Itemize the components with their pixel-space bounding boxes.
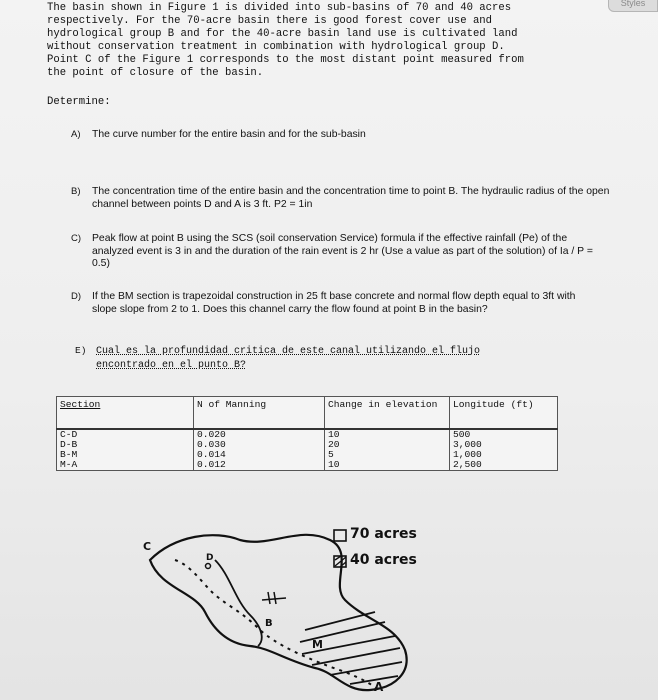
table-cell: 10 [325, 429, 450, 440]
point-m-label: M [312, 638, 323, 651]
question-text: Cual es la profundidad critica de este canal utilizando el flujo encontrado en el punto B? [96, 346, 481, 371]
table-cell: M-A [57, 460, 194, 471]
header-manning: N of Manning [194, 397, 325, 430]
legend-40-label: 40 acres [350, 552, 417, 568]
header-elevation: Change in elevation [325, 397, 450, 430]
table-cell: 5 [325, 450, 450, 460]
question-text: Peak flow at point B using the SCS (soil conservation Service) formula if the effective rainfall (Pe) of the analyzed event is 3 in and the duration of the rain event is 2 hr (Use a value as part of the solution) of Ia / P = 0.5) [92, 233, 593, 270]
table-cell: 0.030 [194, 440, 325, 450]
question-text: The curve number for the entire basin and for the sub-basin [92, 129, 366, 140]
determine-heading: Determine: [47, 96, 111, 108]
header-section: Section [57, 397, 194, 430]
table-cell: 0.012 [194, 460, 325, 471]
table-cell: D-B [57, 440, 194, 450]
header-longitude: Longitude (ft) [450, 397, 558, 430]
question-text: If the BM section is trapezoidal construction in 25 ft base concrete and normal flow depth equal to 3ft with slope slope from 2 to 1. Does this channel carry the flow found at point B in the basin? [92, 291, 576, 315]
legend-box-70 [334, 530, 346, 541]
question-letter: B) [71, 186, 81, 197]
table-cell: 20 [325, 440, 450, 450]
point-b-label: B [265, 618, 273, 629]
table-cell: 2,500 [450, 460, 558, 471]
point-d-marker [206, 564, 211, 569]
table-cell: 0.020 [194, 429, 325, 440]
table-cell: 0.014 [194, 450, 325, 460]
table-cell: 500 [450, 429, 558, 440]
point-c-label: C [143, 540, 152, 553]
table-cell: 1,000 [450, 450, 558, 460]
table-cell: C-D [57, 429, 194, 440]
section-ticks [262, 592, 286, 604]
question-letter: D) [71, 291, 82, 302]
channel-line [175, 560, 378, 690]
table-cell: 10 [325, 460, 450, 471]
styles-tab[interactable]: Styles [608, 0, 658, 12]
table-cell: B-M [57, 450, 194, 460]
question-letter: A) [71, 129, 81, 140]
legend-70-label: 70 acres [350, 526, 417, 542]
question-letter: E) [75, 345, 87, 356]
point-a-label: A [374, 680, 384, 694]
question-letter: C) [71, 233, 82, 244]
question-text: The concentration time of the entire basin and the concentration time to point B. The hydraulic radius of the open channel between points D and A is 3 ft. P2 = 1in [92, 186, 610, 210]
problem-statement: The basin shown in Figure 1 is divided into sub-basins of 70 and 40 acres respectively. For the 70-acre basin there is good forest cover use and hydrological group B and for the 40-acre basin land use is cultivated land without conservation treatment in combination with hydrological group D. Point C of the Figure 1 corresponds to the most distant point measured from the point of closure of the basin. [47, 2, 524, 80]
table-cell: 3,000 [450, 440, 558, 450]
point-d-label: D [206, 553, 214, 563]
